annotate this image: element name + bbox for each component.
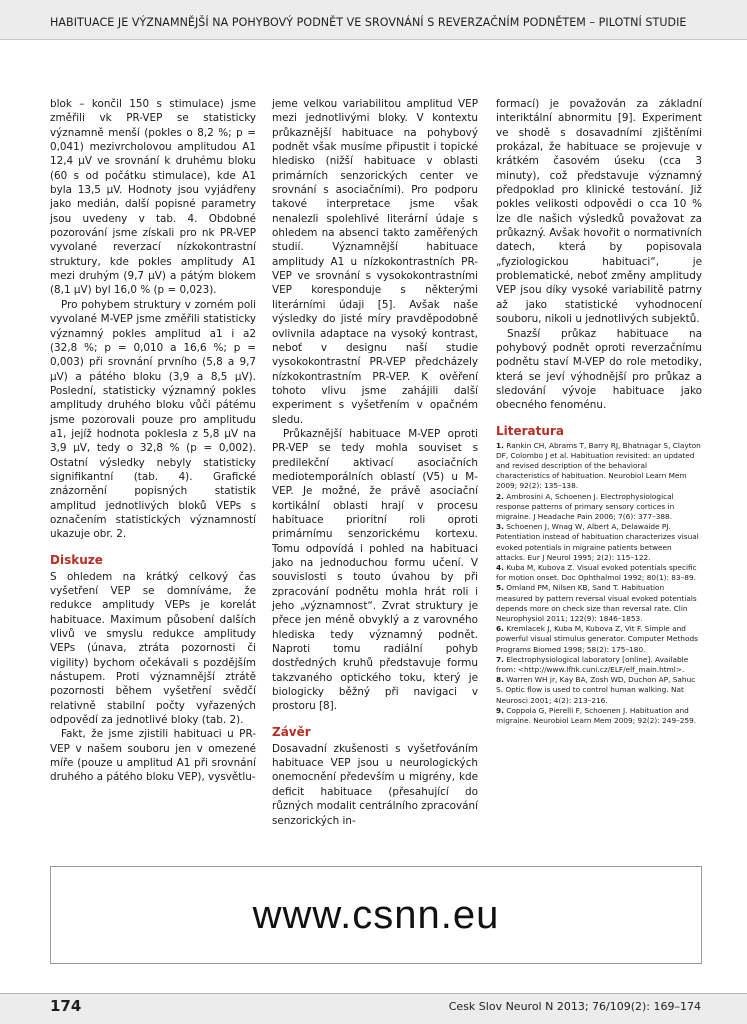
- journal-citation: Cesk Slov Neurol N 2013; 76/109(2): 169–174: [448, 1000, 701, 1013]
- column-3: [496, 97, 702, 726]
- paragraph: Dosavadní zkušenosti s vyšetřováním habituace VEP jsou u neurologických onemocnění především u migrény, kde deficit habituace (přesahující do různých modalit centrálního zpracování senzorických in-: [272, 742, 478, 827]
- reference-list: [496, 441, 702, 727]
- paragraph: Pro pohybem struktury v zorném poli vyvolané M-VEP jsme změřili statisticky významný pokles amplitud a1 i a2 (32,8 %; p = 0,010 a 16,6 %; p = 0,003) při srovnání prvního (5,8 a 9,7 μV) a pátého bloku (3,9 a 8,5 μV). Poslední, statisticky významný pokles amplitudy druhého bloku vůči pátému jsme pozorovali pouze pro amplitudu a1, jejíž hodnota poklesla z 5,8 μV na 3,9 μV, tedy o 32,8 % (p = 0,002). Ostatní výsledky nebyly statisticky signifikantní (tab. 4). Grafické znázornění popisných statistik amplitud jednotlivých bloků VEPs s označením statistických významností ukazuje obr. 2.: [50, 298, 256, 541]
- paragraph: blok – končil 150 s stimulace) jsme změřili vk PR-VEP se statisticky významně menší (pokles o 8,2 %; p = 0,041) mezivrcholovou amplitudou A1 12,4 μV ve srovnání k druhému bloku (60 s od počátku stimulace), kde A1 byla 13,5 μV. Hodnoty jsou vyjádřeny jako medián, další popisné parametry jsou uvedeny v tab. 4. Obdobné pozorování jsme získali pro nk PR-VEP vyvolané reverzací nízkokontrastní struktury, kde pokles amplitudy A1 mezi druhým (9,7 μV) a pátým blokem (8,1 μV) byl 16,0 % (p = 0,023).: [50, 98, 256, 297]
- discussion-heading: Diskuze: [50, 552, 103, 567]
- paragraph: Snazší průkaz habituace na pohybový podnět oproti reverzačnímu podnětu staví M-VEP do role metodiky, která se jeví výhodnější pro průkaz a sledování vývoje habituace jako obecného fenoménu.: [496, 327, 702, 412]
- paragraph: Průkaznější habituace M-VEP oproti PR-VEP se tedy mohla souviset s predilekční aktivací asociačních mediotemporálních oblastí (V5) u M-VEP. Je možné, že právě asociační kortikální oblasti hrají v procesu habituace prioritní roli oproti primárnímu senzorickému kortexu. Tomu odpovídá i pohled na habituaci jako na jednoduchou formu učení. V souvislosti s touto úvahou by při zpracování podnětu mohla hrát roli i jeho „významnost“. Zvrat struktury je přece jen méně obvyklý a z varovného hlediska tedy významný podnět. Naproti tomu radiální pohyb dostředných kruhů představuje formu takzvaného optického toku, který je biologicky běžný při navigaci v prostoru [8].: [272, 427, 478, 713]
- column-1: [50, 97, 256, 785]
- website-url[interactable]: www.csnn.eu: [252, 893, 500, 937]
- reference-item: 1. Rankin CH, Abrams T, Barry RJ, Bhatnagar S, Clayton DF, Colombo J et al. Habituation revisited: an updated and revised description of the behavioral characteristics of habituation. Neurobiol Learn Mem 2009; 92(2): 135–138.: [496, 440, 701, 491]
- column-2: [272, 97, 478, 828]
- reference-item: 7. Electrophysiological laboratory [online]. Available from: <http://www.lfhk.cuni.cz/ELF/elf_main.html>.: [496, 654, 689, 675]
- reference-item: 3. Schoenen J, Wnag W, Albert A, Delawaide PJ. Potentiation instead of habituation characterizes visual evoked potentials in migraine patients between attacks. Eur J Neurol 1995; 2(2): 115–122.: [496, 522, 699, 562]
- reference-item: 6. Kremlacek J, Kuba M, Kubova Z, Vit F. Simple and powerful visual stimulus generator. Computer Methods Programs Biomed 1998; 58(2): 175–180.: [496, 624, 698, 654]
- paragraph: formací) je považován za základní interiktální abnormitu [9]. Experiment ve shodě s dosavadními zjištěními prokázal, že habituace se projevuje v krátkém časovém úseku (cca 3 minuty), což představuje významný předpoklad pro klinické testování. Již pokles velikosti odpovědi o cca 10 % lze dle našich výsledků považovat za průkazný. Avšak hovořit o normativních datech, která by popisovala „fyziologickou habituaci“, je problematické, neboť změny amplitudy VEP jsou díky vysoké variabilitě patrny až jako statistické vyhodnocení souboru, nikoli u jednotlivých subjektů.: [496, 98, 702, 326]
- page-number: 174: [50, 997, 82, 1015]
- reference-item: 5. Omland PM, Nilsen KB, Sand T. Habituation measured by pattern reversal visual evoked potentials depends more on check size than reversal rate. Clin Neurophysiol 2011; 122(9): 1846–1853.: [496, 583, 697, 624]
- reference-item: 2. Ambrosini A, Schoenen J. Electrophysiological response patterns of primary sensory cortices in migraine. J Headache Pain 2006; 7(6): 377–388.: [496, 491, 675, 521]
- literature-heading: Literatura: [496, 423, 564, 438]
- conclusion-heading: Závěr: [272, 724, 311, 739]
- reference-item: 9. Coppola G, Pierelli F, Schoenen J. Habituation and migraine. Neurobiol Learn Mem 2009; 92(2): 249–259.: [496, 705, 697, 726]
- paragraph: Fakt, že jsme zjistili habituaci u PR-VEP v našem souboru jen v omezené míře (pouze u amplitud A1 při srovnání druhého a pátého bloku VEP), vysvětlu-: [50, 728, 256, 784]
- reference-item: 4. Kuba M, Kubova Z. Visual evoked potentials specific for motion onset. Doc Ophthalmol 1992; 80(1): 83–89.: [496, 563, 697, 583]
- paragraph: S ohledem na krátký celkový čas vyšetření VEP se domníváme, že redukce amplitudy VEPs je korelát habituace. Maximum působení dalších vlivů ve smyslu redukce amplitudy VEPs (únava, ztráta pozornosti či vigility) bychom očekávali s pozdějším nástupem. Proti významnější ztrátě pozornosti během vyšetření svědčí relativně stabilní počty vyřazených odpovědí za jednotlivé bloky (tab. 2).: [50, 570, 256, 727]
- running-title: HABITUACE JE VÝZNAMNĚJŠÍ NA POHYBOVÝ PODNĚT VE SROVNÁNÍ S REVERZAČNÍM PODNĚTEM – PILOTNÍ STUDIE: [50, 16, 687, 29]
- website-banner[interactable]: [50, 866, 702, 964]
- reference-item: 8. Warren WH jr, Kay BA, Zosh WD, Duchon AP, Sahuc S. Optic flow is used to control human walking. Nat Neurosci 2001; 4(2): 213–216.: [496, 675, 696, 705]
- paragraph: jeme velkou variabilitou amplitud VEP mezi jednotlivými bloky. V kontextu průkaznější habituace na pohybový podnět však musíme připustit i topické hledisko (nižší habituace v oblasti primárních senzorických center ve srovnání s asociačními). Pro podporu takové interpretace jsme však nenalezli spolehlivé literární údaje s ohledem na absenci takto zaměřených studií. Významnější habituace amplitudy A1 u nízkokontrastních PR-VEP ve srovnání s vysokokontrastními VEP koresponduje s některými literárními údaji [5]. Avšak naše výsledky do jisté míry pravděpodobně ovlivnila adaptace na vysoký kontrast, neboť v designu naší studie vysokokontrastní PR-VEP předcházely nízkokontrastním PR-VEP. K ověření tohoto vlivu jsme zahájili další experiment s vyšetřením v opačném sledu.: [272, 98, 478, 426]
